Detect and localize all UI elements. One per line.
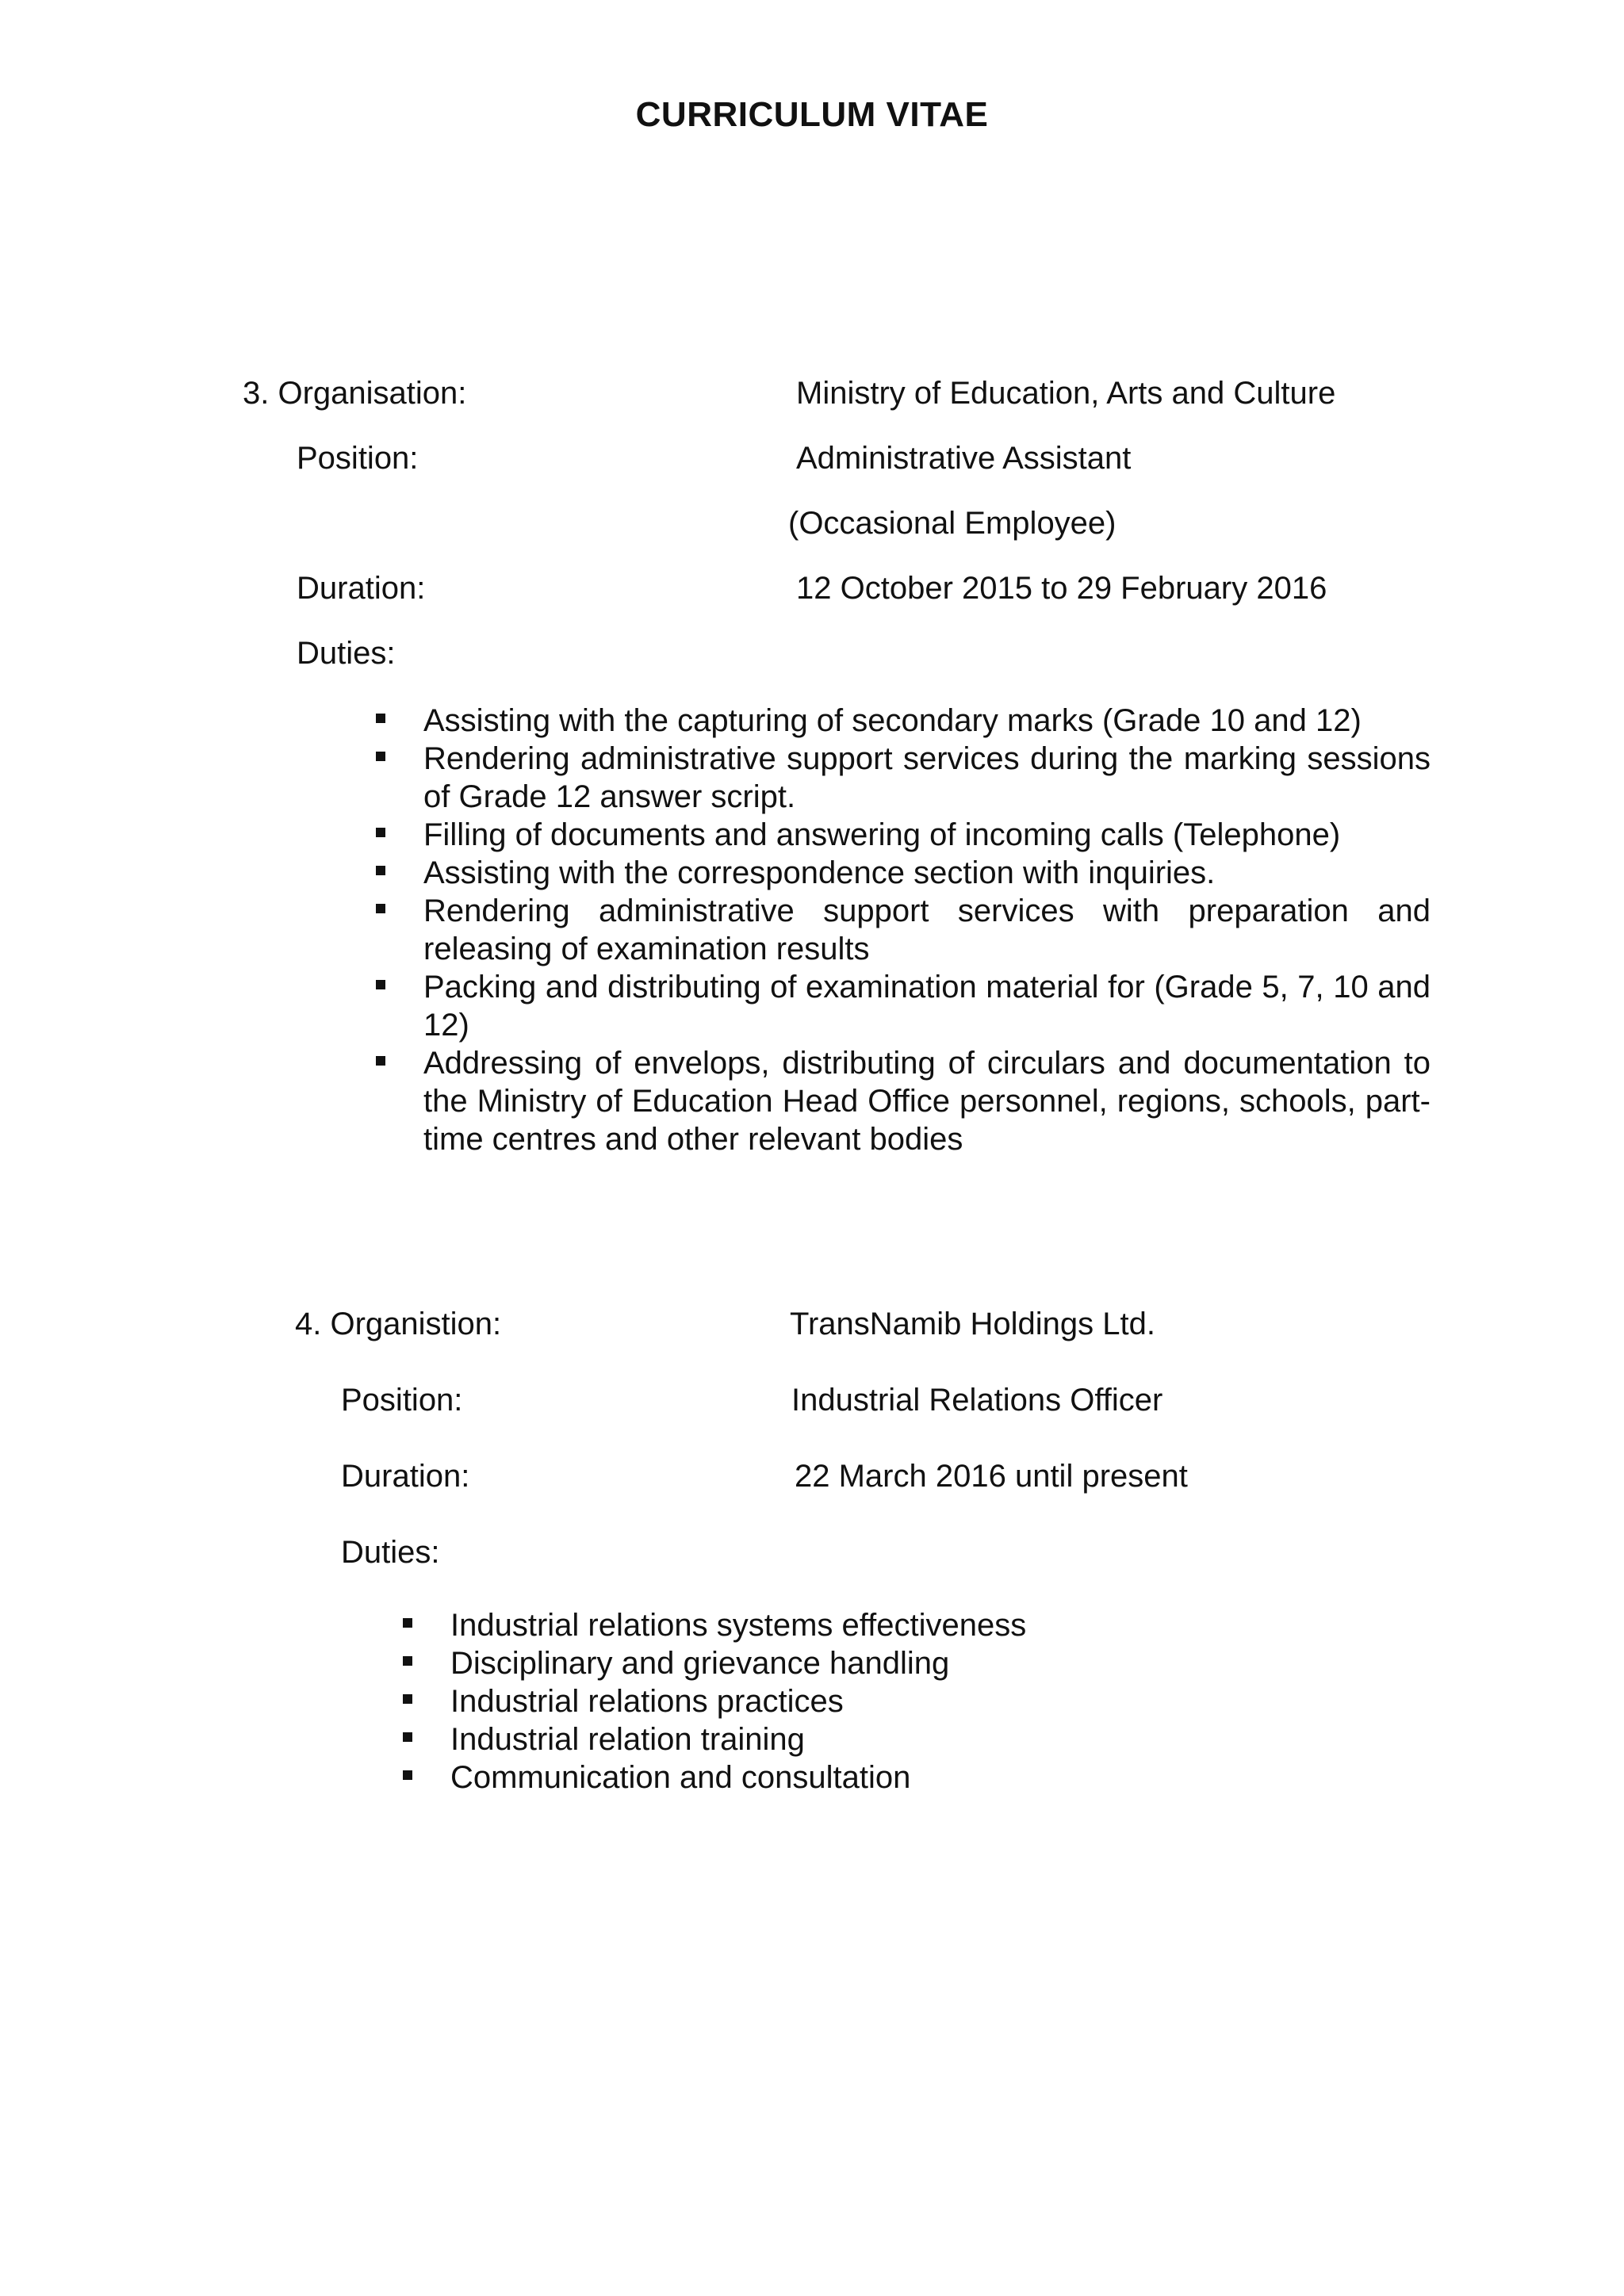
- square-bullet-icon: [403, 1694, 412, 1704]
- job4-position-label: Position:: [341, 1383, 463, 1418]
- job4-position-value: Industrial Relations Officer: [791, 1383, 1163, 1418]
- duty-text: Assisting with the correspondence section with inquiries.: [423, 855, 1216, 890]
- job3-organisation-label: 3. Organisation:: [243, 376, 467, 411]
- job4-duties-list: [403, 1606, 1354, 1797]
- square-bullet-icon: [403, 1770, 412, 1780]
- job3-position-label: Position:: [297, 441, 419, 476]
- list-item: [403, 1606, 1354, 1644]
- job3-duties-label: Duties:: [297, 636, 396, 671]
- list-item: [376, 702, 1431, 740]
- list-item: [376, 892, 1431, 968]
- square-bullet-icon: [376, 904, 385, 913]
- job4-duration-label: Duration:: [341, 1459, 470, 1494]
- duty-text: Filling of documents and answering of incoming calls (Telephone): [423, 817, 1341, 852]
- duty-text: Rendering administrative support services during the marking sessions of Grade 12 answer script.: [423, 741, 1431, 814]
- job3-duties-list: [376, 702, 1431, 1158]
- list-item: [403, 1682, 1354, 1720]
- list-item: [403, 1758, 1354, 1797]
- duty-text: Disciplinary and grievance handling: [450, 1646, 950, 1681]
- list-item: [376, 854, 1431, 892]
- square-bullet-icon: [403, 1732, 412, 1742]
- job4-organisation-label: 4. Organistion:: [295, 1307, 502, 1341]
- square-bullet-icon: [376, 980, 385, 989]
- job3-organisation-value: Ministry of Education, Arts and Culture: [796, 376, 1336, 411]
- square-bullet-icon: [376, 1056, 385, 1066]
- duty-text: Industrial relations systems effectiveness: [450, 1608, 1027, 1643]
- job3-position-value: Administrative Assistant: [796, 441, 1132, 476]
- job4-duties-label: Duties:: [341, 1535, 440, 1570]
- square-bullet-icon: [376, 714, 385, 723]
- list-item: [376, 968, 1431, 1044]
- list-item: [403, 1644, 1354, 1682]
- square-bullet-icon: [376, 866, 385, 875]
- duty-text: Addressing of envelops, distributing of circulars and documentation to the Ministry of Education Head Office personnel, regions, schools, part-time centres and other relevant bodies: [423, 1046, 1431, 1157]
- duty-text: Industrial relation training: [450, 1722, 805, 1757]
- job3-duration-label: Duration:: [297, 571, 426, 606]
- duty-text: Communication and consultation: [450, 1760, 911, 1795]
- duty-text: Rendering administrative support services with preparation and releasing of examination results: [423, 894, 1431, 966]
- job4-duration-value: 22 March 2016 until present: [795, 1459, 1188, 1494]
- list-item: [376, 816, 1431, 854]
- duty-text: Packing and distributing of examination material for (Grade 5, 7, 10 and 12): [423, 970, 1431, 1043]
- list-item: [376, 740, 1431, 816]
- job3-duration-value: 12 October 2015 to 29 February 2016: [796, 571, 1327, 606]
- square-bullet-icon: [403, 1618, 412, 1628]
- job3-position-note: (Occasional Employee): [788, 506, 1116, 541]
- list-item: [376, 1044, 1431, 1158]
- square-bullet-icon: [376, 828, 385, 837]
- duty-text: Industrial relations practices: [450, 1684, 844, 1719]
- duty-text: Assisting with the capturing of secondary marks (Grade 10 and 12): [423, 703, 1362, 738]
- square-bullet-icon: [403, 1656, 412, 1666]
- square-bullet-icon: [376, 752, 385, 761]
- list-item: [403, 1720, 1354, 1758]
- document-title: CURRICULUM VITAE: [635, 95, 989, 134]
- job4-organisation-value: TransNamib Holdings Ltd.: [790, 1307, 1155, 1341]
